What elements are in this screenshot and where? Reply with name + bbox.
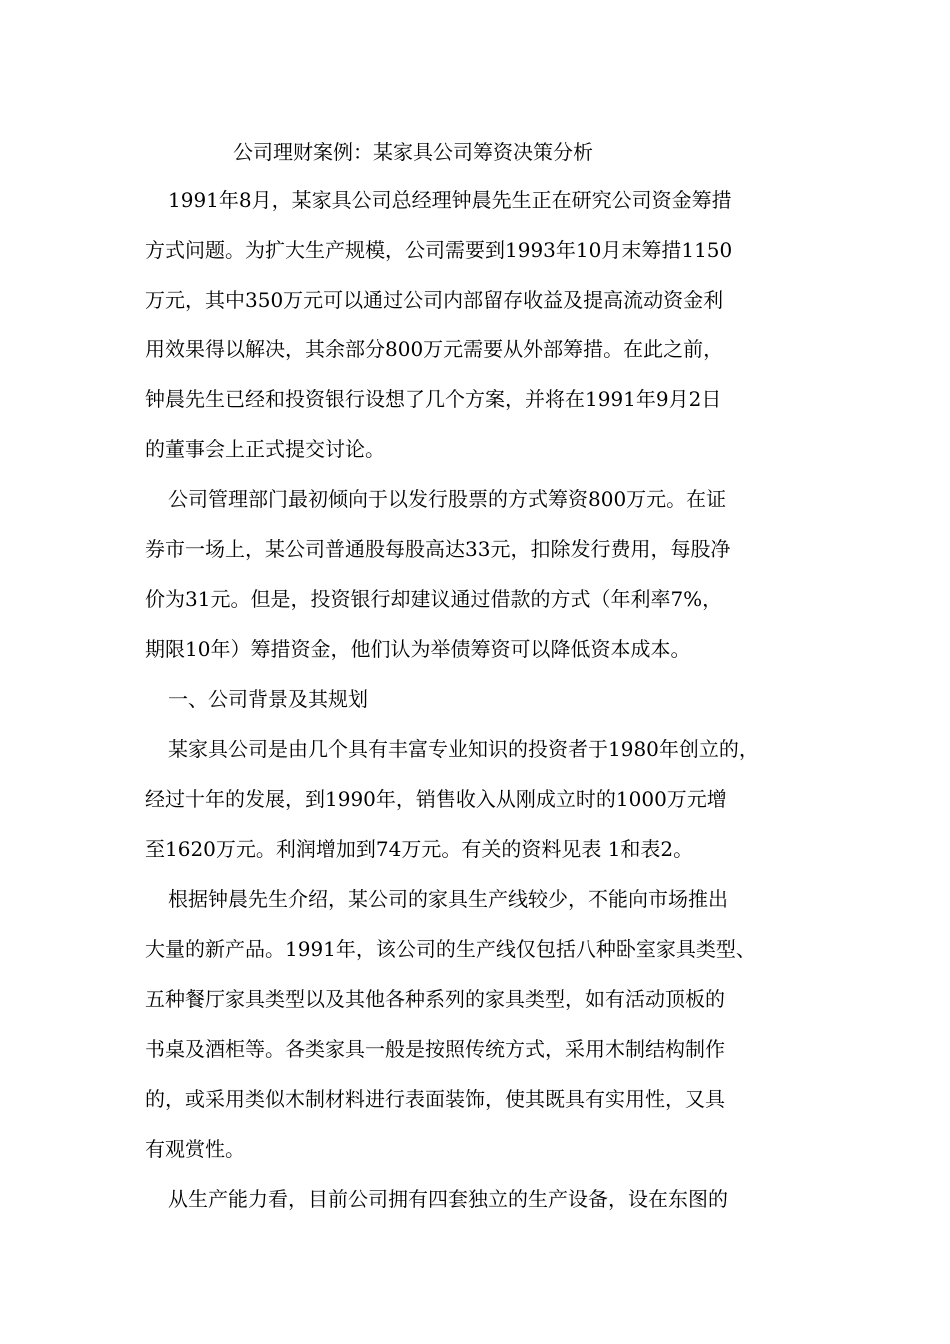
text-line: 五种餐厅家具类型以及其他各种系列的家具类型，如有活动顶板的 (145, 987, 725, 1011)
text-line: 从生产能力看，目前公司拥有四套独立的生产设备，设在东图的 (168, 1187, 728, 1211)
text-line: 1991年8月，某家具公司总经理钟晨先生正在研究公司资金筹措 (168, 188, 732, 212)
text-line: 钟晨先生已经和投资银行设想了几个方案，并将在1991年9月2日 (145, 387, 722, 411)
text-line: 方式问题。为扩大生产规模，公司需要到1993年10月末筹措1150 (145, 238, 733, 262)
text-line: 用效果得以解决，其余部分800万元需要从外部筹措。在此之前， (145, 337, 724, 361)
text-line: 的，或采用类似木制材料进行表面装饰，使其既具有实用性，又具 (145, 1087, 725, 1111)
text-line: 券市一场上，某公司普通股每股高达33元，扣除发行费用，每股净 (145, 537, 731, 561)
section-heading: 一、公司背景及其规划 (168, 687, 368, 711)
document-title: 公司理财案例：某家具公司筹资决策分析 (233, 140, 593, 164)
text-line: 价为31元。但是，投资银行却建议通过借款的方式（年利率7%， (145, 587, 723, 611)
text-line: 经过十年的发展，到1990年，销售收入从刚成立时的1000万元增 (145, 787, 727, 811)
text-line: 万元，其中350万元可以通过公司内部留存收益及提高流动资金利 (145, 288, 724, 312)
text-line: 公司管理部门最初倾向于以发行股票的方式筹资800万元。在证 (168, 487, 727, 511)
text-line: 的董事会上正式提交讨论。 (145, 437, 385, 461)
text-line: 某家具公司是由几个具有丰富专业知识的投资者于1980年创立的， (168, 737, 759, 761)
text-line: 有观赏性。 (145, 1137, 245, 1161)
text-line: 至1620万元。利润增加到74万元。有关的资料见表 1和表2。 (145, 837, 694, 861)
text-line: 根据钟晨先生介绍，某公司的家具生产线较少，不能向市场推出 (168, 887, 728, 911)
text-line: 大量的新产品。1991年，该公司的生产线仅包括八种卧室家具类型、 (145, 937, 756, 961)
text-line: 期限10年）筹措资金，他们认为举债筹资可以降低资本成本。 (145, 637, 691, 661)
text-line: 书桌及酒柜等。各类家具一般是按照传统方式，采用木制结构制作 (145, 1037, 725, 1061)
